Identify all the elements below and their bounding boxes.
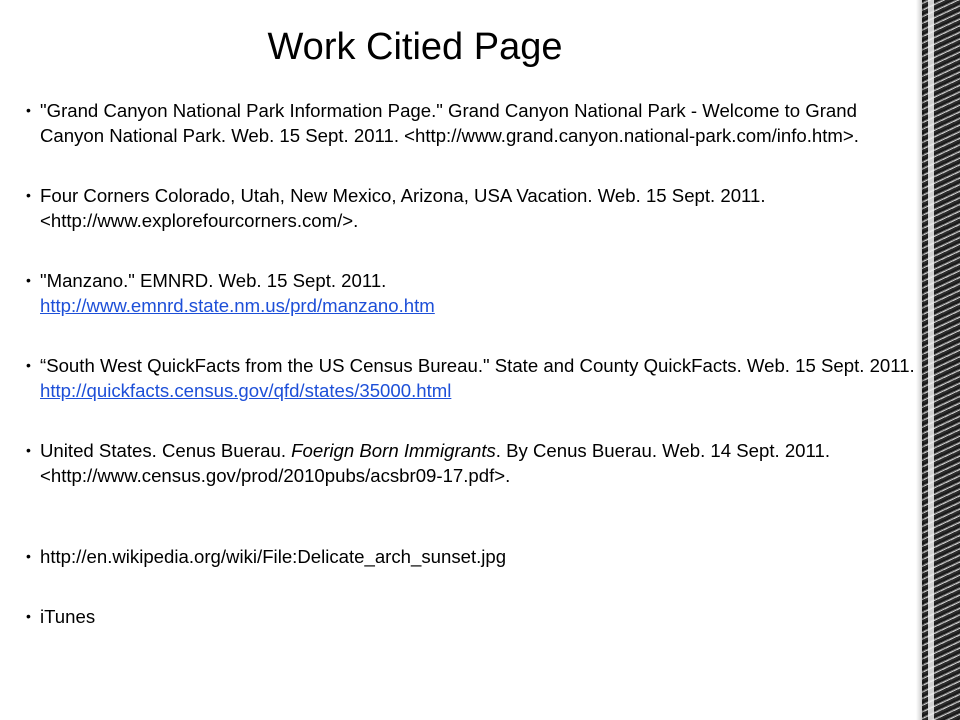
citation-item-four-corners: [26, 183, 926, 233]
bullet-icon: •: [26, 608, 31, 624]
citation-text-body: “South West QuickFacts from the US Census Bureau." State and County QuickFacts. Web. 15 Sept. 2011.: [40, 355, 915, 376]
citation-item-census: [26, 438, 926, 488]
citation-text: [40, 268, 926, 318]
bullet-icon: •: [26, 442, 31, 458]
bullet-icon: •: [26, 102, 31, 118]
bullet-icon: •: [26, 187, 31, 203]
citation-text-post: . By Cenus Buerau. Web. 14 Sept. 2011. <http://www.census.gov/prod/2010pubs/acsbr09-17.pdf>.: [40, 440, 830, 486]
citation-item-quickfacts: [26, 353, 926, 403]
bullet-icon: •: [26, 357, 31, 373]
citation-item-manzano: [26, 268, 926, 318]
citation-item-wikipedia: [26, 544, 926, 569]
decorative-edge-border: [922, 0, 960, 720]
citation-text: [40, 353, 926, 403]
spacer: [26, 148, 926, 183]
citation-link-manzano[interactable]: http://www.emnrd.state.nm.us/prd/manzano.htm: [40, 295, 435, 316]
citation-text: iTunes: [40, 606, 96, 627]
spacer: [26, 233, 926, 268]
citation-link-quickfacts[interactable]: http://quickfacts.census.gov/qfd/states/35000.html: [40, 380, 452, 401]
citation-text-italic: Foerign Born Immigrants: [291, 440, 496, 461]
citation-item-grand-canyon: [26, 98, 926, 148]
citation-text-body: "Manzano." EMNRD. Web. 15 Sept. 2011.: [40, 270, 387, 291]
spacer: [26, 488, 926, 544]
citation-text: http://en.wikipedia.org/wiki/File:Delicate_arch_sunset.jpg: [40, 546, 507, 567]
citation-text-pre: United States. Cenus Buerau.: [40, 440, 292, 461]
spacer: [26, 318, 926, 353]
bullet-icon: •: [26, 272, 31, 288]
page-title: Work Citied Page: [267, 26, 563, 68]
citation-text: "Grand Canyon National Park Information Page." Grand Canyon National Park - Welcome to Grand Canyon National Park. Web. 15 Sept. 2011. <http://www.grand.canyon.national-park.com/info.htm>.: [40, 100, 859, 146]
spacer: [26, 403, 926, 438]
bullet-icon: •: [26, 548, 31, 564]
citation-text: Four Corners Colorado, Utah, New Mexico, Arizona, USA Vacation. Web. 15 Sept. 2011. <http://www.explorefourcorners.com/>.: [40, 185, 766, 231]
citation-text: [40, 438, 926, 488]
spacer: [26, 569, 926, 604]
edge-stripe: [928, 0, 934, 720]
citation-list: [26, 98, 926, 629]
citation-item-itunes: [26, 604, 926, 629]
